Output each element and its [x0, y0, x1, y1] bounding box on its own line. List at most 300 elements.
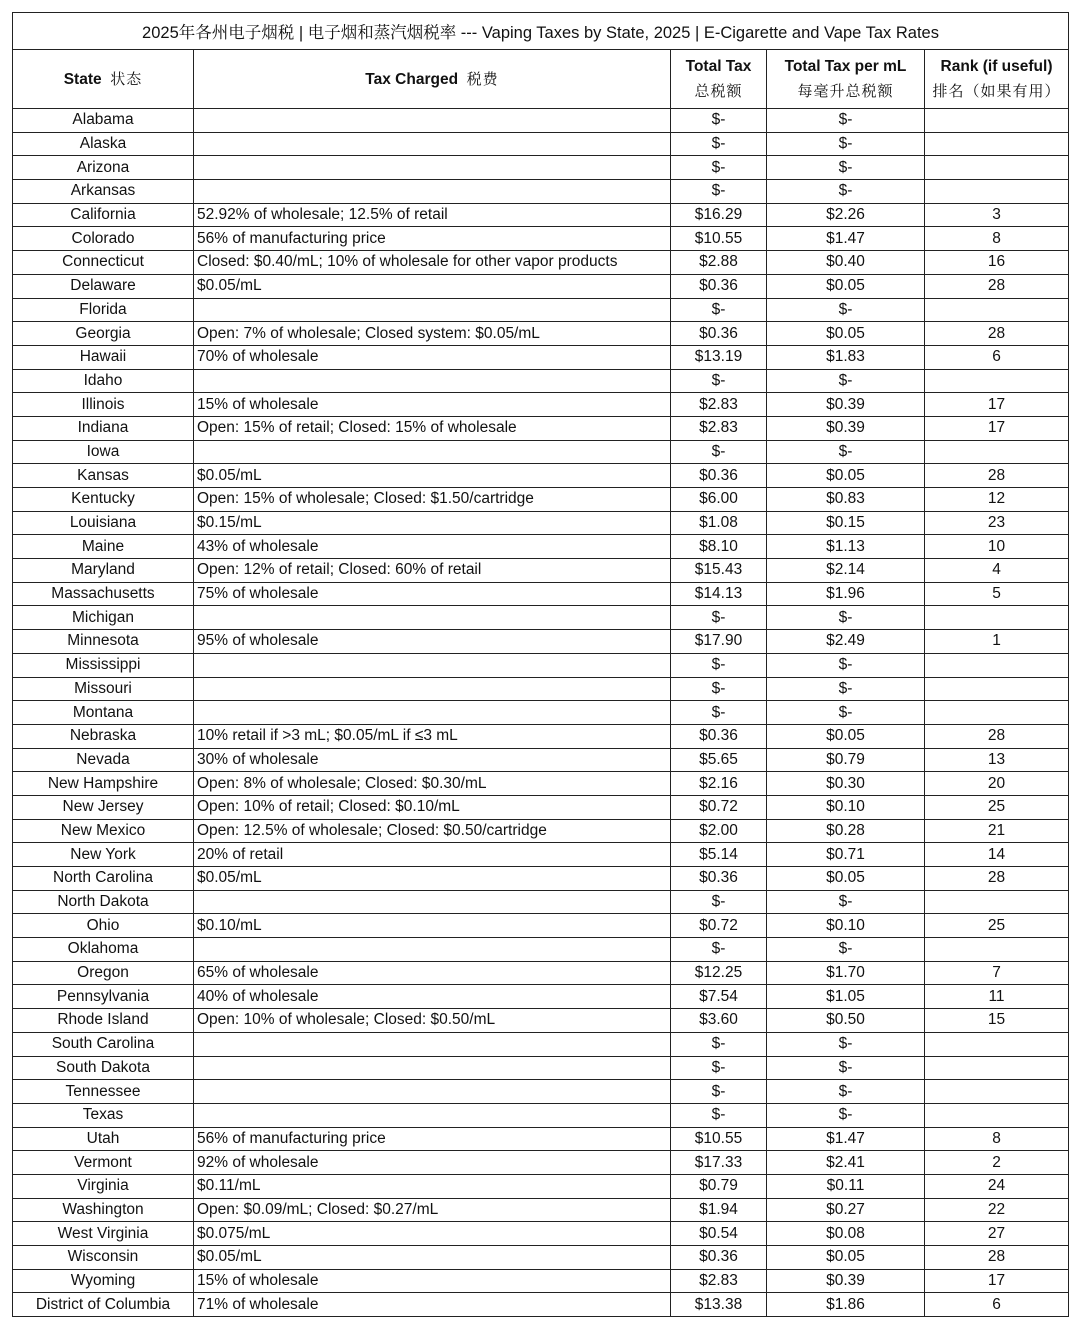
cell-state: District of Columbia [13, 1293, 194, 1317]
cell-tax-charged: 43% of wholesale [194, 535, 671, 559]
cell-tax-per-ml: $- [767, 938, 925, 962]
table-row [13, 1080, 1069, 1104]
cell-total-tax: $16.29 [671, 203, 767, 227]
table-row [13, 511, 1069, 535]
table-row [13, 488, 1069, 512]
cell-tax-per-ml: $0.10 [767, 795, 925, 819]
cell-tax-charged: 75% of wholesale [194, 582, 671, 606]
cell-total-tax: $2.00 [671, 819, 767, 843]
cell-state: Illinois [13, 393, 194, 417]
cell-tax-charged: 15% of wholesale [194, 393, 671, 417]
cell-tax-per-ml: $2.41 [767, 1151, 925, 1175]
cell-state: Nevada [13, 748, 194, 772]
cell-state: Oklahoma [13, 938, 194, 962]
table-row [13, 274, 1069, 298]
cell-total-tax: $12.25 [671, 961, 767, 985]
table-row [13, 109, 1069, 133]
cell-state: Montana [13, 701, 194, 725]
cell-tax-per-ml: $0.39 [767, 416, 925, 440]
cell-tax-per-ml: $0.10 [767, 914, 925, 938]
cell-tax-charged: Open: 12.5% of wholesale; Closed: $0.50/cartridge [194, 819, 671, 843]
cell-total-tax: $0.79 [671, 1174, 767, 1198]
cell-tax-per-ml: $1.70 [767, 961, 925, 985]
table-row [13, 653, 1069, 677]
cell-total-tax: $- [671, 890, 767, 914]
cell-tax-per-ml: $0.05 [767, 274, 925, 298]
cell-rank: 8 [925, 1127, 1069, 1151]
cell-rank: 17 [925, 416, 1069, 440]
cell-rank [925, 606, 1069, 630]
cell-state: Maryland [13, 559, 194, 583]
header-state-zh: 状态 [110, 70, 143, 88]
cell-tax-per-ml: $- [767, 701, 925, 725]
cell-total-tax: $7.54 [671, 985, 767, 1009]
table-row [13, 843, 1069, 867]
cell-tax-charged [194, 606, 671, 630]
cell-rank: 11 [925, 985, 1069, 1009]
cell-tax-charged: 20% of retail [194, 843, 671, 867]
cell-rank: 28 [925, 1246, 1069, 1270]
cell-tax-per-ml: $0.71 [767, 843, 925, 867]
table-row [13, 867, 1069, 891]
cell-tax-per-ml: $- [767, 1080, 925, 1104]
cell-tax-per-ml: $- [767, 1103, 925, 1127]
table-row [13, 985, 1069, 1009]
table-row [13, 1246, 1069, 1270]
cell-total-tax: $10.55 [671, 1127, 767, 1151]
cell-total-tax: $0.36 [671, 724, 767, 748]
cell-tax-charged: $0.11/mL [194, 1174, 671, 1198]
cell-total-tax: $- [671, 1056, 767, 1080]
cell-total-tax: $- [671, 298, 767, 322]
cell-tax-charged: 40% of wholesale [194, 985, 671, 1009]
cell-rank [925, 180, 1069, 204]
cell-state: Oregon [13, 961, 194, 985]
cell-state: Minnesota [13, 630, 194, 654]
cell-tax-per-ml: $- [767, 606, 925, 630]
cell-state: Iowa [13, 440, 194, 464]
cell-rank: 16 [925, 251, 1069, 275]
cell-tax-charged [194, 156, 671, 180]
cell-tax-charged: $0.15/mL [194, 511, 671, 535]
cell-state: Connecticut [13, 251, 194, 275]
cell-state: Kentucky [13, 488, 194, 512]
cell-tax-charged [194, 109, 671, 133]
cell-state: West Virginia [13, 1222, 194, 1246]
table-row [13, 1127, 1069, 1151]
cell-tax-charged: 92% of wholesale [194, 1151, 671, 1175]
cell-state: Idaho [13, 369, 194, 393]
cell-tax-per-ml: $0.05 [767, 322, 925, 346]
cell-tax-charged: 70% of wholesale [194, 345, 671, 369]
cell-total-tax: $17.90 [671, 630, 767, 654]
header-total-per-ml [767, 50, 925, 109]
cell-rank: 5 [925, 582, 1069, 606]
cell-total-tax: $2.83 [671, 1269, 767, 1293]
cell-state: Virginia [13, 1174, 194, 1198]
cell-state: Kansas [13, 464, 194, 488]
cell-state: Texas [13, 1103, 194, 1127]
cell-total-tax: $5.14 [671, 843, 767, 867]
table-row [13, 322, 1069, 346]
cell-tax-charged: Open: $0.09/mL; Closed: $0.27/mL [194, 1198, 671, 1222]
cell-rank [925, 298, 1069, 322]
table-row [13, 156, 1069, 180]
cell-tax-per-ml: $1.96 [767, 582, 925, 606]
cell-rank: 3 [925, 203, 1069, 227]
cell-state: Utah [13, 1127, 194, 1151]
table-row [13, 416, 1069, 440]
cell-tax-charged: Open: 10% of wholesale; Closed: $0.50/mL [194, 1009, 671, 1033]
table-row [13, 1222, 1069, 1246]
cell-tax-charged: $0.05/mL [194, 274, 671, 298]
cell-tax-per-ml: $- [767, 109, 925, 133]
cell-rank [925, 132, 1069, 156]
cell-tax-per-ml: $1.47 [767, 227, 925, 251]
table-row [13, 748, 1069, 772]
cell-total-tax: $0.36 [671, 464, 767, 488]
cell-total-tax: $- [671, 440, 767, 464]
cell-rank [925, 1032, 1069, 1056]
cell-tax-per-ml: $1.13 [767, 535, 925, 559]
cell-total-tax: $8.10 [671, 535, 767, 559]
table-row [13, 440, 1069, 464]
cell-rank: 24 [925, 1174, 1069, 1198]
cell-tax-per-ml: $- [767, 1056, 925, 1080]
table-row [13, 914, 1069, 938]
cell-tax-per-ml: $1.83 [767, 345, 925, 369]
cell-state: Louisiana [13, 511, 194, 535]
table-row [13, 559, 1069, 583]
cell-tax-charged: 52.92% of wholesale; 12.5% of retail [194, 203, 671, 227]
cell-tax-per-ml: $- [767, 132, 925, 156]
cell-total-tax: $0.36 [671, 867, 767, 891]
header-perml-en: Total Tax per mL [784, 58, 907, 75]
cell-state: North Dakota [13, 890, 194, 914]
header-rank [925, 50, 1069, 109]
cell-state: Washington [13, 1198, 194, 1222]
cell-state: Alaska [13, 132, 194, 156]
cell-tax-per-ml: $1.47 [767, 1127, 925, 1151]
cell-state: California [13, 203, 194, 227]
cell-tax-per-ml: $- [767, 369, 925, 393]
cell-rank: 6 [925, 1293, 1069, 1317]
cell-total-tax: $0.54 [671, 1222, 767, 1246]
cell-total-tax: $- [671, 1080, 767, 1104]
table-row [13, 677, 1069, 701]
cell-tax-charged: Closed: $0.40/mL; 10% of wholesale for other vapor products [194, 251, 671, 275]
table-row [13, 132, 1069, 156]
cell-state: Pennsylvania [13, 985, 194, 1009]
cell-rank: 28 [925, 867, 1069, 891]
cell-tax-charged: Open: 10% of retail; Closed: $0.10/mL [194, 795, 671, 819]
cell-rank [925, 1103, 1069, 1127]
cell-tax-per-ml: $0.40 [767, 251, 925, 275]
cell-tax-per-ml: $1.86 [767, 1293, 925, 1317]
cell-total-tax: $13.19 [671, 345, 767, 369]
cell-tax-per-ml: $- [767, 653, 925, 677]
cell-rank [925, 938, 1069, 962]
cell-rank: 8 [925, 227, 1069, 251]
cell-total-tax: $2.83 [671, 416, 767, 440]
cell-total-tax: $- [671, 1032, 767, 1056]
table-row [13, 1151, 1069, 1175]
header-rank-zh: 排名（如果有用） [932, 83, 1061, 100]
cell-tax-per-ml: $- [767, 180, 925, 204]
header-charged-zh: 税费 [466, 70, 499, 88]
cell-state: Arizona [13, 156, 194, 180]
table-title: 2025年各州电子烟税 | 电子烟和蒸汽烟税率 --- Vaping Taxes by State, 2025 | E-Cigarette and Vape Tax Rates [13, 13, 1069, 50]
cell-tax-charged: Open: 15% of retail; Closed: 15% of wholesale [194, 416, 671, 440]
table-row [13, 535, 1069, 559]
cell-rank [925, 369, 1069, 393]
vaping-tax-table [12, 12, 1069, 1317]
header-state-en: State [63, 70, 102, 88]
cell-total-tax: $- [671, 109, 767, 133]
cell-total-tax: $10.55 [671, 227, 767, 251]
cell-total-tax: $0.36 [671, 1246, 767, 1270]
cell-state: South Dakota [13, 1056, 194, 1080]
cell-tax-per-ml: $2.14 [767, 559, 925, 583]
cell-state: New Mexico [13, 819, 194, 843]
cell-tax-charged: $0.05/mL [194, 867, 671, 891]
cell-rank: 12 [925, 488, 1069, 512]
cell-state: Hawaii [13, 345, 194, 369]
cell-tax-per-ml: $0.28 [767, 819, 925, 843]
cell-tax-charged: $0.075/mL [194, 1222, 671, 1246]
cell-tax-charged: Open: 15% of wholesale; Closed: $1.50/cartridge [194, 488, 671, 512]
cell-tax-per-ml: $0.08 [767, 1222, 925, 1246]
cell-tax-charged [194, 1056, 671, 1080]
cell-total-tax: $0.36 [671, 322, 767, 346]
cell-rank [925, 653, 1069, 677]
cell-rank: 7 [925, 961, 1069, 985]
table-row [13, 1174, 1069, 1198]
cell-rank: 13 [925, 748, 1069, 772]
cell-state: Michigan [13, 606, 194, 630]
cell-tax-per-ml: $0.39 [767, 1269, 925, 1293]
table-row [13, 724, 1069, 748]
cell-tax-charged [194, 701, 671, 725]
cell-state: New Hampshire [13, 772, 194, 796]
cell-rank: 27 [925, 1222, 1069, 1246]
cell-tax-per-ml: $- [767, 440, 925, 464]
cell-tax-charged [194, 1080, 671, 1104]
header-row [13, 50, 1069, 109]
cell-total-tax: $- [671, 1103, 767, 1127]
cell-rank: 28 [925, 274, 1069, 298]
cell-tax-charged: 56% of manufacturing price [194, 227, 671, 251]
cell-state: Wyoming [13, 1269, 194, 1293]
cell-tax-per-ml: $0.05 [767, 867, 925, 891]
header-state [13, 50, 194, 109]
header-total-tax [671, 50, 767, 109]
cell-tax-charged [194, 369, 671, 393]
cell-tax-charged: 56% of manufacturing price [194, 1127, 671, 1151]
cell-tax-per-ml: $0.05 [767, 724, 925, 748]
cell-state: Florida [13, 298, 194, 322]
cell-total-tax: $17.33 [671, 1151, 767, 1175]
table-row [13, 890, 1069, 914]
cell-state: Nebraska [13, 724, 194, 748]
cell-tax-charged [194, 180, 671, 204]
cell-tax-charged: $0.10/mL [194, 914, 671, 938]
cell-tax-charged: 95% of wholesale [194, 630, 671, 654]
cell-rank: 14 [925, 843, 1069, 867]
cell-tax-charged [194, 298, 671, 322]
cell-state: South Carolina [13, 1032, 194, 1056]
cell-state: New York [13, 843, 194, 867]
cell-rank [925, 701, 1069, 725]
cell-tax-charged [194, 653, 671, 677]
cell-total-tax: $- [671, 701, 767, 725]
cell-state: Rhode Island [13, 1009, 194, 1033]
cell-tax-per-ml: $0.83 [767, 488, 925, 512]
cell-total-tax: $- [671, 132, 767, 156]
header-perml-zh: 每毫升总税额 [797, 83, 894, 100]
cell-tax-per-ml: $0.05 [767, 1246, 925, 1270]
table-row [13, 464, 1069, 488]
cell-total-tax: $0.72 [671, 914, 767, 938]
cell-rank: 25 [925, 914, 1069, 938]
cell-rank: 23 [925, 511, 1069, 535]
table-row [13, 582, 1069, 606]
table-row [13, 1009, 1069, 1033]
cell-rank [925, 109, 1069, 133]
cell-state: Delaware [13, 274, 194, 298]
cell-tax-charged: Open: 12% of retail; Closed: 60% of retail [194, 559, 671, 583]
cell-tax-charged: 65% of wholesale [194, 961, 671, 985]
cell-tax-per-ml: $0.11 [767, 1174, 925, 1198]
cell-tax-charged [194, 1103, 671, 1127]
table-row [13, 961, 1069, 985]
cell-total-tax: $- [671, 677, 767, 701]
table-row [13, 227, 1069, 251]
cell-tax-charged: 30% of wholesale [194, 748, 671, 772]
table-row [13, 1032, 1069, 1056]
cell-tax-per-ml: $0.27 [767, 1198, 925, 1222]
table-row [13, 298, 1069, 322]
cell-rank: 28 [925, 724, 1069, 748]
cell-state: Alabama [13, 109, 194, 133]
cell-tax-per-ml: $- [767, 156, 925, 180]
cell-tax-per-ml: $2.49 [767, 630, 925, 654]
cell-rank: 22 [925, 1198, 1069, 1222]
cell-state: Mississippi [13, 653, 194, 677]
table-row [13, 180, 1069, 204]
header-total-en: Total Tax [685, 58, 752, 75]
cell-tax-per-ml: $0.30 [767, 772, 925, 796]
cell-state: Colorado [13, 227, 194, 251]
cell-total-tax: $2.88 [671, 251, 767, 275]
table-row [13, 1269, 1069, 1293]
cell-total-tax: $2.16 [671, 772, 767, 796]
cell-tax-charged [194, 440, 671, 464]
cell-tax-per-ml: $- [767, 890, 925, 914]
cell-rank [925, 1056, 1069, 1080]
cell-tax-charged: 15% of wholesale [194, 1269, 671, 1293]
table-row [13, 701, 1069, 725]
cell-state: Maine [13, 535, 194, 559]
cell-rank: 2 [925, 1151, 1069, 1175]
cell-rank: 6 [925, 345, 1069, 369]
cell-total-tax: $13.38 [671, 1293, 767, 1317]
cell-state: New Jersey [13, 795, 194, 819]
cell-tax-charged: Open: 7% of wholesale; Closed system: $0.05/mL [194, 322, 671, 346]
cell-state: Massachusetts [13, 582, 194, 606]
cell-total-tax: $5.65 [671, 748, 767, 772]
table-row [13, 938, 1069, 962]
table-row [13, 1293, 1069, 1317]
cell-total-tax: $- [671, 369, 767, 393]
cell-tax-per-ml: $0.39 [767, 393, 925, 417]
cell-total-tax: $- [671, 606, 767, 630]
cell-tax-per-ml: $0.50 [767, 1009, 925, 1033]
cell-state: Missouri [13, 677, 194, 701]
cell-rank [925, 156, 1069, 180]
cell-rank: 28 [925, 322, 1069, 346]
table-row [13, 1103, 1069, 1127]
cell-state: Wisconsin [13, 1246, 194, 1270]
cell-tax-charged: $0.05/mL [194, 464, 671, 488]
cell-rank [925, 677, 1069, 701]
cell-total-tax: $0.72 [671, 795, 767, 819]
cell-rank [925, 890, 1069, 914]
cell-tax-charged [194, 132, 671, 156]
cell-rank: 28 [925, 464, 1069, 488]
cell-tax-charged [194, 938, 671, 962]
cell-total-tax: $0.36 [671, 274, 767, 298]
cell-rank: 15 [925, 1009, 1069, 1033]
cell-rank: 17 [925, 1269, 1069, 1293]
table-body [13, 109, 1069, 1317]
cell-state: Indiana [13, 416, 194, 440]
cell-tax-charged [194, 1032, 671, 1056]
table-row [13, 1056, 1069, 1080]
cell-tax-per-ml: $- [767, 298, 925, 322]
table-row [13, 606, 1069, 630]
cell-tax-charged: 71% of wholesale [194, 1293, 671, 1317]
cell-total-tax: $6.00 [671, 488, 767, 512]
cell-rank [925, 1080, 1069, 1104]
table-row [13, 1198, 1069, 1222]
table-row [13, 630, 1069, 654]
cell-tax-per-ml: $0.05 [767, 464, 925, 488]
cell-rank: 17 [925, 393, 1069, 417]
cell-tax-per-ml: $2.26 [767, 203, 925, 227]
cell-tax-charged [194, 677, 671, 701]
header-tax-charged [194, 50, 671, 109]
cell-state: Ohio [13, 914, 194, 938]
header-charged-en: Tax Charged [365, 70, 459, 88]
cell-tax-per-ml: $- [767, 677, 925, 701]
cell-rank: 1 [925, 630, 1069, 654]
table-row [13, 819, 1069, 843]
table-row [13, 345, 1069, 369]
cell-rank [925, 440, 1069, 464]
cell-total-tax: $3.60 [671, 1009, 767, 1033]
cell-total-tax: $1.94 [671, 1198, 767, 1222]
table-row [13, 772, 1069, 796]
cell-tax-per-ml: $- [767, 1032, 925, 1056]
cell-rank: 10 [925, 535, 1069, 559]
cell-tax-per-ml: $0.79 [767, 748, 925, 772]
cell-tax-charged: $0.05/mL [194, 1246, 671, 1270]
table-row [13, 203, 1069, 227]
cell-tax-charged: 10% retail if >3 mL; $0.05/mL if ≤3 mL [194, 724, 671, 748]
table-row [13, 393, 1069, 417]
cell-total-tax: $- [671, 156, 767, 180]
